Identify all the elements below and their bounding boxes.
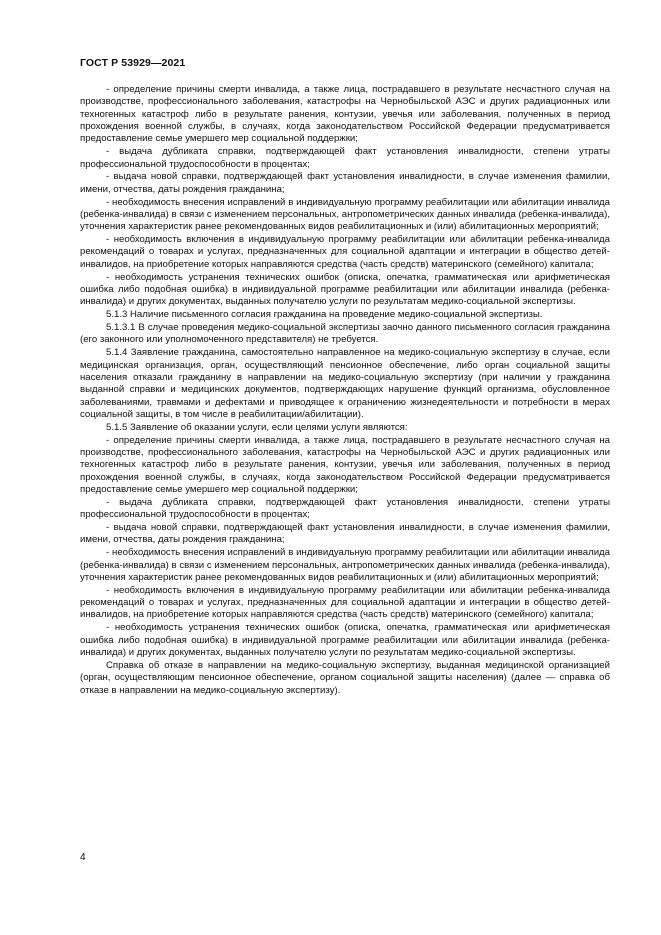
document-body — [80, 84, 610, 697]
paragraph: 5.1.5 Заявление об оказании услуги, если целями услуги являются: — [106, 421, 408, 433]
paragraph: - необходимость устранения технических ошибок (описка, опечатка, грамматическая или арифметическая ошибка либо подобная ошибка) в индивидуальной программе реабилитации или абилитации инвалида (ребенка-инвалида) и других документах, выданных получателю услуги по результатам медико-социальной экспертизы. — [80, 622, 610, 658]
paragraph: - необходимость внесения исправлений в индивидуальную программу реабилитации или абилитации инвалида (ребенка-инвалида) в связи с изменением персональных, антропометрических данных инвалида (ребенка-инвалида), уточнения характеристик ранее рекомендованных видов реабилитационных и (или) абилитационных мероприятий; — [80, 547, 610, 583]
paragraph: 5.1.4 Заявление гражданина, самостоятельно направленное на медико-социальную экспертизу в случае, если медицинская организация, орган, осуществляющий пенсионное обеспечение, либо орган социальной защиты населения отказали гражданину в направлении на медико-социальную экспертизу (при наличии у гражданина выданной справки и медицинских документов, подтверждающих нарушение функций организма, обусловленное заболеваниями, травмами и дефектами и приводящее к ограничению жизнедеятельности и потребности в мерах социальной защиты, в том числе в реабилитации/абилитации). — [80, 347, 610, 420]
paragraph: - выдача дубликата справки, подтверждающей факт установления инвалидности, степени утраты профессиональной трудоспособности в процентах; — [80, 496, 610, 521]
paragraph: 5.1.3.1 В случае проведения медико-социальной экспертизы заочно данного письменного согласия гражданина (его законного или уполномоченного представителя) не требуется. — [80, 322, 610, 346]
paragraph: - необходимость внесения исправлений в индивидуальную программу реабилитации или абилитации инвалида (ребенка-инвалида) в связи с изменением персональных, антропометрических данных инвалида (ребенка-инвалида), уточнения характеристик ранее рекомендованных видов реабилитационных и (или) абилитационных мероприятий; — [80, 196, 610, 233]
document-header: ГОСТ Р 53929—2021 — [80, 57, 186, 69]
paragraph: - необходимость включения в индивидуальную программу реабилитации или абилитации ребенка-инвалида рекомендаций о товарах и услугах, предназначенных для социальной адаптации и интеграции в общество детей-инвалидов, на приобретение которых направляются средства (часть средств) материнского (семейного) капитала; — [80, 234, 610, 270]
paragraph: - выдача дубликата справки, подтверждающей факт установления инвалидности, степени утраты профессиональной трудоспособности в процентах; — [80, 146, 610, 170]
paragraph: Справка об отказе в направлении на медико-социальную экспертизу, выданная медицинской организацией (орган, осуществляющим пенсионное обеспечение, органом социальной защиты населения) (далее — справка об отказе в направлении на медико-социальную экспертизу). — [80, 659, 610, 696]
paragraph: 5.1.3 Наличие письменного согласия гражданина на проведение медико-социальной экспертизы. — [106, 309, 543, 321]
paragraph: - определение причины смерти инвалида, а также лица, пострадавшего в результате несчастного случая на производстве, профессионального заболевания, катастрофы на Чернобыльской АЭС и других радиационных или техногенных катастроф либо в результате ранения, контузии, увечья или заболевания, полученных в период прохождения военной службы, в случаях, когда законодательством Российской Федерации предусматривается предоставление семье умершего мер социальной поддержки; — [80, 84, 610, 145]
paragraph: - определение причины смерти инвалида, а также лица, пострадавшего в результате несчастного случая на производстве, профессионального заболевания, катастрофы на Чернобыльской АЭС и других радиационных или техногенных катастроф либо в результате ранения, контузии, увечья или заболевания, полученных в период прохождения военной службы, в случаях, когда законодательством Российской Федерации предусматривается предоставление семье умершего мер социальной поддержки; — [80, 434, 610, 495]
paragraph: - необходимость включения в индивидуальную программу реабилитации или абилитации ребенка-инвалида рекомендаций о товарах и услугах, предназначенных для социальной адаптации и интеграции в общество детей-инвалидов, на приобретение которых направляются средства (часть средств) материнского (семейного) капитала; — [80, 584, 610, 621]
paragraph: - необходимость устранения технических ошибок (описка, опечатка, грамматическая или арифметическая ошибка либо подобная ошибка) в индивидуальной программе реабилитации или абилитации инвалида (ребенка- инвалида) и других документах, выданных получателю услуги по результатам медико-социальной экспертизы. — [80, 271, 610, 308]
page-number: 4 — [80, 852, 86, 863]
paragraph: - выдача новой справки, подтверждающей факт установления инвалидности, в случае изменения фамилии, имени, отчества, даты рождения гражданина; — [80, 171, 610, 195]
paragraph: - выдача новой справки, подтверждающей факт установления инвалидности, в случае изменения фамилии, имени, отчества, даты рождения гражданина; — [80, 522, 610, 546]
